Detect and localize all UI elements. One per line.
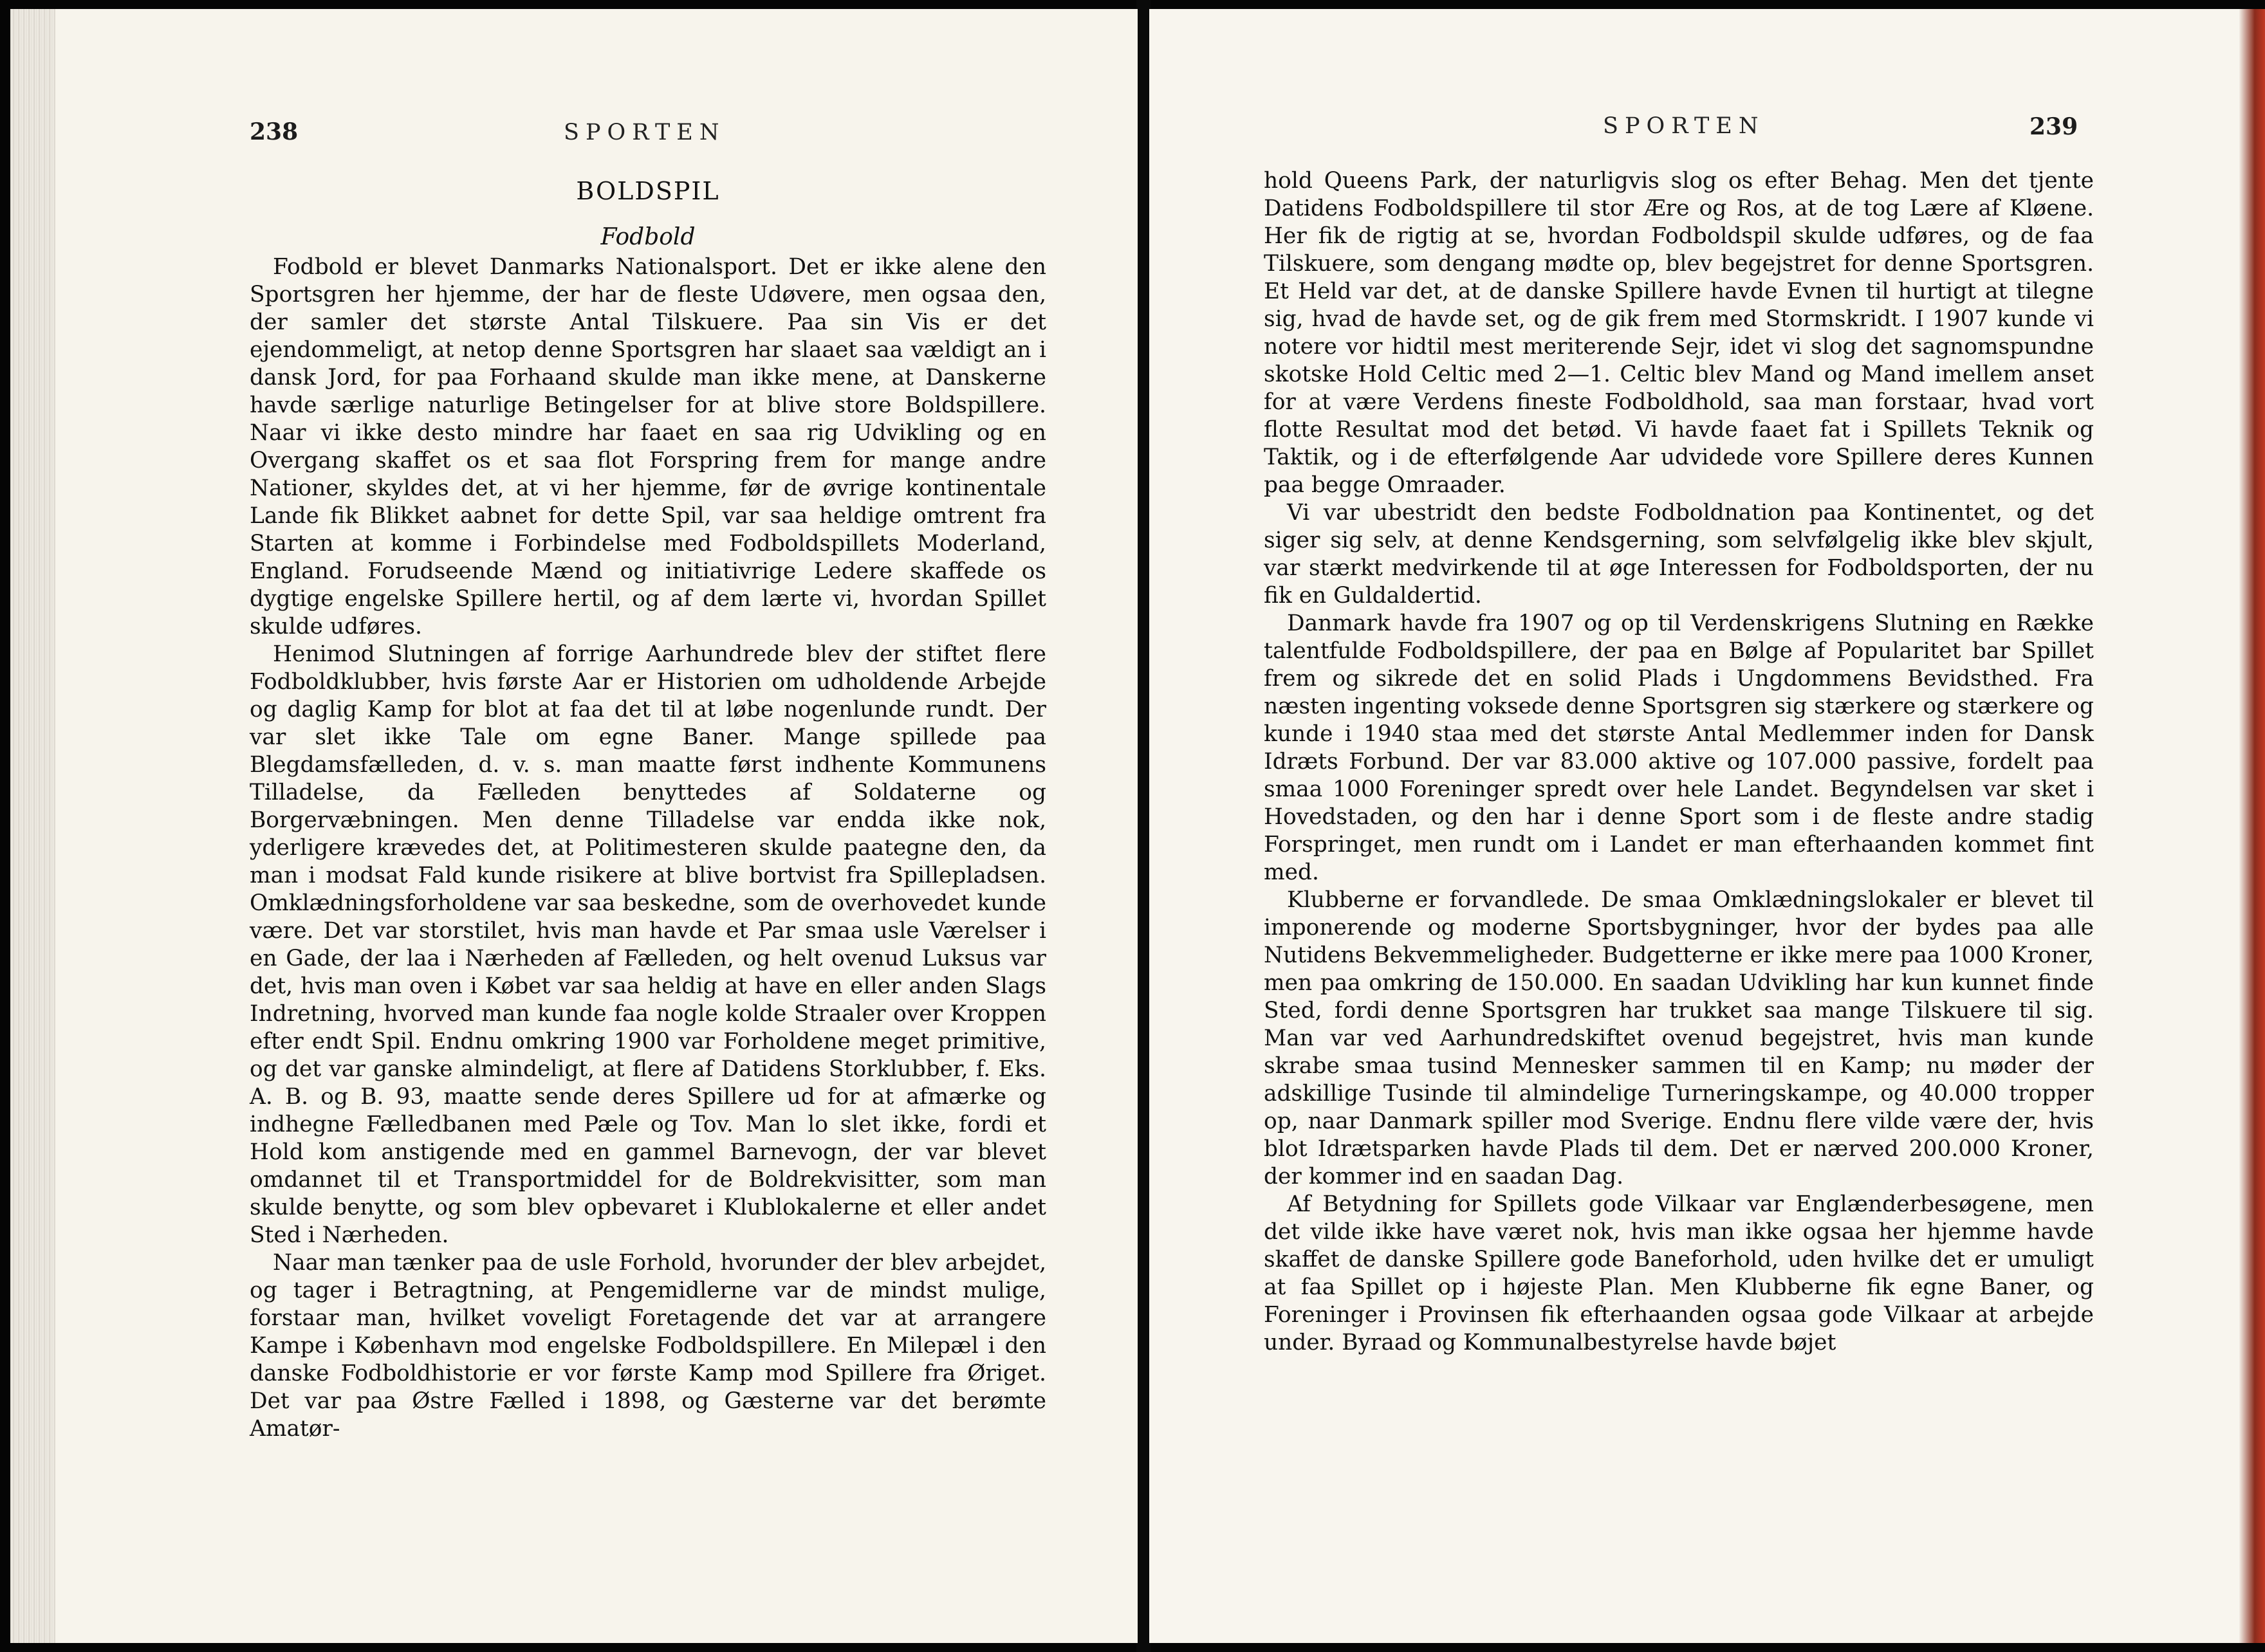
paragraph: Naar man tænker paa de usle Forhold, hvorunder der blev arbejdet, og tager i Betragtning, at Pengemidlerne var de mindst mulige, forstaar man, hvilket voveligt Foretagende det var at arrangere Kampe i København mod engelske Fodboldspillere. En Milepæl i den danske Fodboldhistorie er vor første Kamp mod Spillere fra Øriget. Det var paa Østre Fælled i 1898, og Gæsterne var det berømte Amatør-: [250, 1250, 1046, 1442]
left-page: [10, 9, 1138, 1643]
right-page-body: [1264, 167, 2094, 1357]
running-head: SPORTEN: [1603, 113, 1765, 139]
page-edges-left: [10, 9, 55, 1643]
paragraph: Af Betydning for Spillets gode Vilkaar var Englænderbesøgene, men det vilde ikke have været nok, hvis man ikke ogsaa her hjemme havde skaffet de danske Spillere gode Baneforhold, uden hvilke det er umuligt at faa Spillet op i højeste Plan. Men Klubberne fik egne Baner, og Foreninger i Provinsen fik efterhaanden ogsaa gode Vilkaar at arbejde under. Byraad og Kommunalbestyrelse havde bøjet: [1264, 1191, 2094, 1355]
page-edges-right: [2239, 9, 2265, 1643]
paragraph: Vi var ubestridt den bedste Fodboldnation paa Kontinentet, og det siger sig selv, at denne Kendsgerning, som selvfølgelig ikke blev skjult, var stærkt medvirkende til at øge Interessen for Fodboldsporten, der nu fik en Guldaldertid.: [1264, 500, 2094, 609]
book-gutter: [1136, 0, 1151, 1652]
subsection-title: Fodbold: [600, 224, 696, 250]
running-head: SPORTEN: [564, 120, 726, 145]
paragraph: hold Queens Park, der naturligvis slog os efter Behag. Men det tjente Datidens Fodboldspillere til stor Ære og Ros, at de tog Lære af Kløene. Her fik de rigtig at se, hvordan Fodboldspil skulde udføres, og de faa Tilskuere, som dengang mødte op, blev begejstret for denne Sportsgren. Et Held var det, at de danske Spillere havde Evnen til hurtigt at tilegne sig, hvad de havde set, og de gik frem med Stormskridt. I 1907 kunde vi notere vor hidtil mest meriterende Sejr, idet vi slog det sagnomspundne skotske Hold Celtic med 2—1. Celtic blev Mand og Mand imellem anset for at være Verdens fineste Fodboldhold, saa man forstaar, hvad vort flotte Resultat mod det betød. Vi havde faaet fat i Spillets Teknik og Taktik, og i de efterfølgende Aar udvidede vore Spillere deres Kunnen paa begge Omraader.: [1264, 168, 2094, 498]
left-page-body: [250, 178, 1046, 1443]
paragraph: Fodbold er blevet Danmarks Nationalsport. Det er ikke alene den Sportsgren her hjemme, der har de fleste Udøvere, men ogsaa den, der samler det største Antal Tilskuere. Paa sin Vis er det ejendommeligt, at netop denne Sportsgren har slaaet saa vældigt an i dansk Jord, for paa Forhaand skulde man ikke mene, at Danskerne havde særlige naturlige Betingelser for at blive store Boldspillere. Naar vi ikke desto mindre har faaet en saa rig Udvikling og en Overgang skaffet os et saa flot Forspring frem for mange andre Nationer, skyldes det, at vi her hjemme, før de øvrige kontinentale Lande fik Blikket aabnet for dette Spil, var saa heldige omtrent fra Starten at komme i Forbindelse med Fodboldspillets Moderland, England. Forudseende Mænd og initiativrige Ledere skaffede os dygtige engelske Spillere hertil, og af dem lærte vi, hvordan Spillet skulde udføres.: [250, 254, 1046, 639]
section-title: BOLDSPIL: [576, 177, 720, 205]
paragraph: Danmark havde fra 1907 og op til Verdenskrigens Slutning en Række talentfulde Fodboldspillere, der paa en Bølge af Popularitet bar Spillet frem og sikrede det en solid Plads i Ungdommens Bevidsthed. Fra næsten ingenting voksede denne Sportsgren sig stærkere og stærkere og kunde i 1940 staa med det største Antal Medlemmer inden for Dansk Idræts Forbund. Der var 83.000 aktive og 107.000 passive, fordelt paa smaa 1000 Foreninger spredt over hele Landet. Begyndelsen var sket i Hovedstaden, og den har i denne Sport som i de fleste andre stadig Forspringet, men rundt om i Landet er man efterhaanden kommet fint med.: [1264, 610, 2094, 885]
page-number: 239: [2029, 113, 2078, 140]
paragraph: Klubberne er forvandlede. De smaa Omklædningslokaler er blevet til imponerende og moderne Sportsbygninger, hvor der bydes paa alle Nutidens Bekvemmeligheder. Budgetterne er ikke mere paa 1000 Kroner, men paa omkring de 150.000. En saadan Udvikling har kun kunnet finde Sted, fordi denne Sportsgren har trukket saa mange Tilskuere til sig. Man var ved Aarhundredskiftet ovenud begejstret, hvis man kunde skrabe smaa tusind Mennesker sammen til en Kamp; nu møder der adskillige Tusinde til almindelige Turneringskampe, og 40.000 tropper op, naar Danmark spiller mod Sverige. Endnu flere vilde være der, hvis blot Idrætsparken havde Plads til dem. Det er nærved 200.000 Kroner, der kommer ind en saadan Dag.: [1264, 887, 2094, 1189]
right-page: [1149, 9, 2257, 1643]
paragraph: Henimod Slutningen af forrige Aarhundrede blev der stiftet flere Fodboldklubber, hvis første Aar er Historien om udholdende Arbejde og daglig Kamp for blot at faa det til at løbe nogenlunde rundt. Der var slet ikke Tale om egne Baner. Mange spillede paa Blegdamsfælleden, d. v. s. man maatte først indhente Kommunens Tilladelse, da Fælleden benyttedes af Soldaterne og Borgervæbningen. Men denne Tilladelse var endda ikke nok, yderligere krævedes det, at Politimesteren skulde paategne den, da man i modsat Fald kunde risikere at blive bortvist fra Spillepladsen. Omklædningsforholdene var saa beskedne, som de overhovedet kunde være. Det var storstilet, hvis man havde et Par smaa usle Værelser i en Gade, der laa i Nærheden af Fælleden, og helt ovenud Luksus var det, hvis man oven i Købet var saa heldig at have en eller anden Slags Indretning, hvorved man kunde faa nogle kolde Straaler over Kroppen efter endt Spil. Endnu omkring 1900 var Forholdene meget primitive, og det var ganske almindeligt, at flere af Datidens Storklubber, f. Eks. A. B. og B. 93, maatte sende deres Spillere ud for at afmærke og indhegne Fælledbanen med Pæle og Tov. Man lo slet ikke, fordi et Hold kom anstigende med en gammel Barnevogn, der var blevet omdannet til et Transportmiddel for de Boldrekvisitter, som man skulde benytte, og som blev opbevaret i Klublokalerne et eller andet Sted i Nærheden.: [250, 641, 1046, 1248]
page-number: 238: [250, 118, 299, 145]
